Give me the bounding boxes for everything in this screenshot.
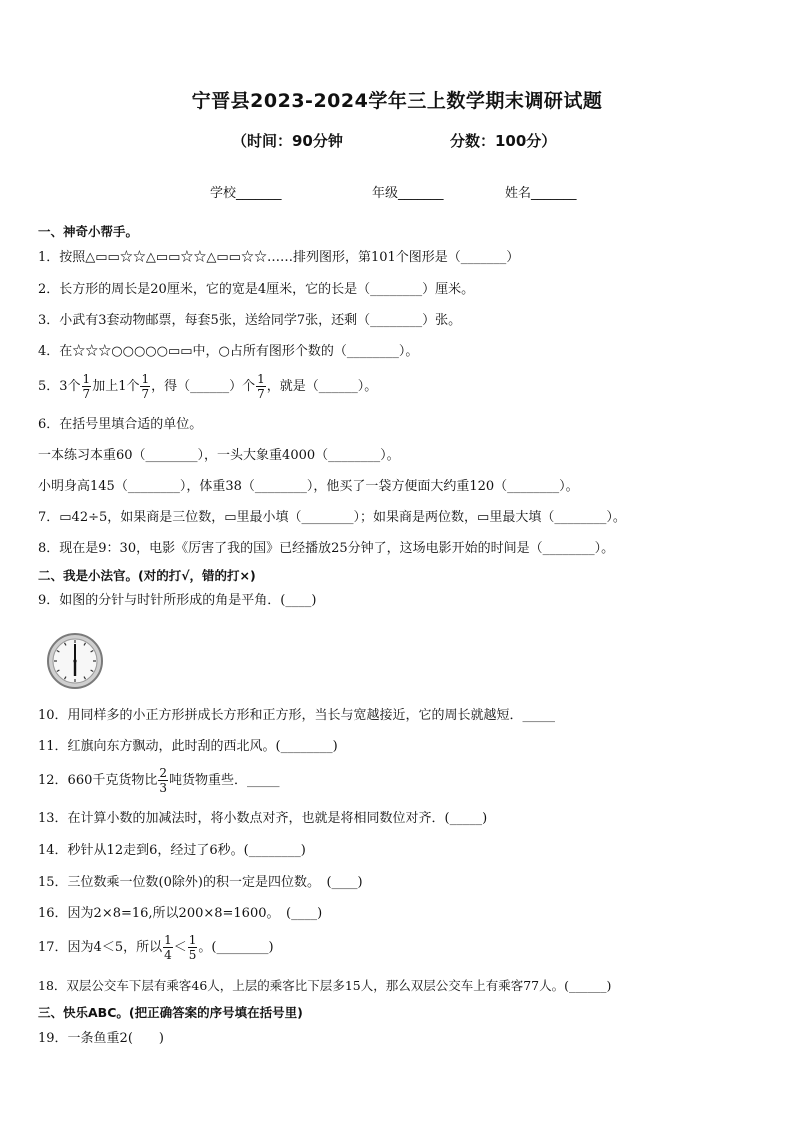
q17-text-a: 17．因为4＜5，所以 xyxy=(38,940,163,955)
page-title: 宁晋县2023-2024学年三上数学期末调研试题 xyxy=(191,90,603,112)
question-18: 18．双层公交车下层有乘客46人，上层的乘客比下层多15人，那么双层公交车上有乘客77人。(______) xyxy=(38,978,612,993)
question-8: 8．现在是9：30，电影《厉害了我的国》已经播放25分钟了，这场电影开始的时间是（________）。 xyxy=(38,541,615,556)
q5-text-c: ，得（______）个 xyxy=(151,379,256,394)
q5-f2-numerator: 1 xyxy=(141,372,150,386)
section-1-heading: 一、神奇小帮手。 xyxy=(38,224,139,239)
q12-text-b: 吨货物重些．_____ xyxy=(169,773,280,788)
q12-numerator: 2 xyxy=(159,766,167,780)
q12-text-a: 12．660千克货物比 xyxy=(38,773,158,788)
question-16: 16．因为2×8=16,所以200×8=1600。 (____) xyxy=(38,906,323,921)
question-6-part-b: 小明身高145（________），体重38（________），他买了一袋方便面大约重120（________）。 xyxy=(38,479,579,494)
q5-f3-denominator: 7 xyxy=(257,387,265,401)
question-17 xyxy=(38,929,774,967)
question-15: 15．三位数乘一位数(0除外)的积一定是四位数。 (____) xyxy=(38,875,363,890)
q5-text-d: ，就是（______）。 xyxy=(266,379,378,394)
clock-icon xyxy=(46,632,104,690)
question-12 xyxy=(38,762,774,800)
q5-fraction-2 xyxy=(140,372,150,401)
question-1: 1．按照△▭▭☆☆△▭▭☆☆△▭▭☆☆……排列图形，第101个图形是（_______） xyxy=(38,250,520,265)
question-13: 13．在计算小数的加减法时，将小数点对齐，也就是将相同数位对齐．(_____) xyxy=(38,811,488,826)
q5-fraction-1 xyxy=(82,372,92,401)
q5-fraction-3 xyxy=(256,372,266,401)
question-6: 6．在括号里填合适的单位。 xyxy=(38,417,203,432)
q5-text-b: 加上1个 xyxy=(92,379,140,394)
section-2-heading: 二、我是小法官。(对的打√，错的打×) xyxy=(38,568,256,583)
question-2: 2．长方形的周长是20厘米，它的宽是4厘米，它的长是（________）厘米。 xyxy=(38,282,475,297)
question-7: 7．▭42÷5，如果商是三位数，▭里最小填（________）；如果商是两位数，▭里最大填（________）。 xyxy=(38,510,626,525)
q5-f1-numerator: 1 xyxy=(82,372,91,386)
section-3-heading: 三、快乐ABC。(把正确答案的序号填在括号里) xyxy=(38,1005,303,1020)
question-4: 4．在☆☆☆○○○○○▭▭中，○占所有图形个数的（________）。 xyxy=(38,344,419,359)
question-10: 10．用同样多的小正方形拼成长方形和正方形，当长与宽越接近，它的周长就越短．_____ xyxy=(38,708,556,723)
q17-f1-numerator: 1 xyxy=(164,933,172,947)
q5-f3-numerator: 1 xyxy=(257,372,265,386)
q17-f2-numerator: 1 xyxy=(188,933,197,947)
q17-less-than: ＜ xyxy=(173,940,187,955)
q5-f1-denominator: 7 xyxy=(82,387,91,401)
q12-fraction xyxy=(158,766,168,795)
q17-text-b: 。(________) xyxy=(198,940,274,955)
q17-fraction-1 xyxy=(163,933,173,962)
q5-text-a: 5．3个 xyxy=(38,379,81,394)
question-9: 9．如图的分针与时针所形成的角是平角．(____) xyxy=(38,593,317,608)
question-5 xyxy=(38,368,774,406)
question-14: 14．秒针从12走到6，经过了6秒。(________) xyxy=(38,843,306,858)
name-field: 姓名_______ xyxy=(505,186,577,201)
q12-denominator: 3 xyxy=(159,781,167,795)
q17-f1-denominator: 4 xyxy=(164,948,172,962)
question-11: 11．红旗向东方飘动，此时刮的西北风。(________) xyxy=(38,739,338,754)
school-field: 学校_______ xyxy=(210,186,282,201)
clock-image xyxy=(46,632,104,690)
question-3: 3．小武有3套动物邮票，每套5张，送给同学7张，还剩（________）张。 xyxy=(38,313,462,328)
total-score: 分数：100分） xyxy=(450,132,557,150)
q17-f2-denominator: 5 xyxy=(188,948,197,962)
q17-fraction-2 xyxy=(188,933,198,962)
time-limit: （时间：90分钟 xyxy=(232,132,343,150)
grade-field: 年级_______ xyxy=(372,186,444,201)
question-19: 19．一条鱼重2( ) xyxy=(38,1031,164,1046)
q5-f2-denominator: 7 xyxy=(141,387,150,401)
question-6-part-a: 一本练习本重60（________），一头大象重4000（________）。 xyxy=(38,448,400,463)
